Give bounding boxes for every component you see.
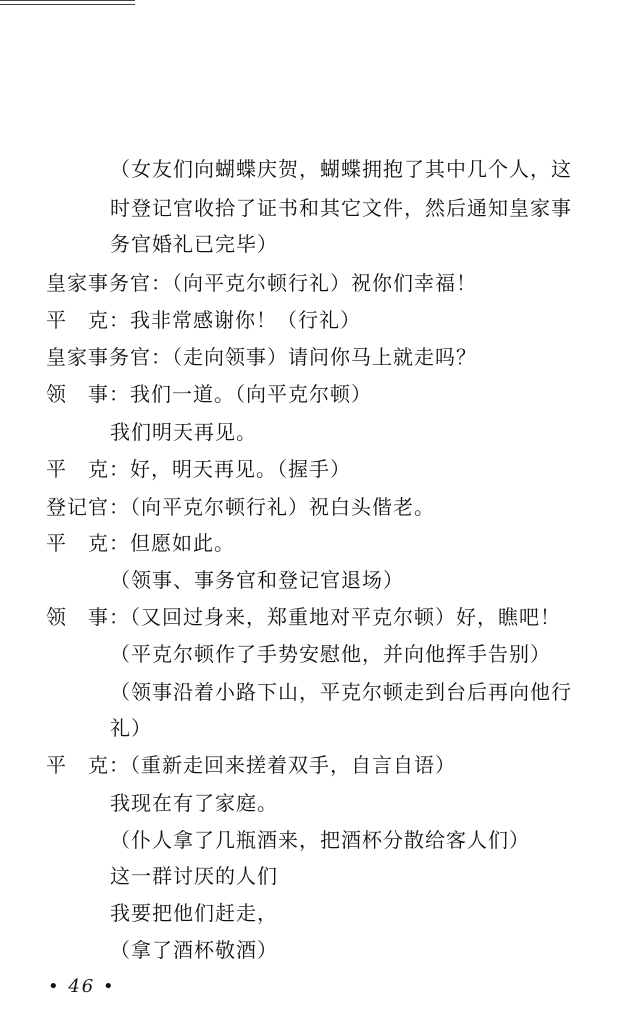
text-line-13: 领 事：（又回过身来，郑重地对平克尔顿）好，瞧吧！ — [46, 605, 561, 629]
text-line-11: 平 克：但愿如此。 — [46, 531, 235, 555]
top-rule — [0, 0, 135, 5]
text-line-17: 平 克：（重新走回来搓着双手，自言自语） — [46, 753, 456, 777]
text-line-16: 礼） — [110, 716, 152, 740]
text-line-14: （平克尔顿作了手势安慰他，并向他挥手告别） — [110, 642, 551, 666]
text-line-1: （女友们向蝴蝶庆贺，蝴蝶拥抱了其中几个人，这 — [110, 157, 572, 181]
text-line-19: （仆人拿了几瓶酒来，把酒杯分散给客人们） — [110, 828, 530, 852]
text-line-22: （拿了酒杯敬酒） — [110, 938, 278, 962]
text-line-4: 皇家事务官：（向平克尔顿行礼）祝你们幸福！ — [46, 271, 477, 295]
text-line-20: 这一群讨厌的人们 — [110, 864, 278, 888]
text-line-12: （领事、事务官和登记官退场） — [110, 568, 404, 592]
text-line-9: 平 克：好，明天再见。（握手） — [46, 457, 351, 481]
text-line-21: 我要把他们赶走， — [110, 901, 278, 925]
text-line-18: 我现在有了家庭。 — [110, 791, 278, 815]
text-line-2: 时登记官收拾了证书和其它文件，然后通知皇家事 — [110, 196, 572, 220]
text-line-15: （领事沿着小路下山，平克尔顿走到台后再向他行 — [110, 680, 572, 704]
text-line-10: 登记官：（向平克尔顿行礼）祝白头偕老。 — [46, 495, 435, 519]
text-line-5: 平 克：我非常感谢你！（行礼） — [46, 308, 361, 332]
text-line-6: 皇家事务官：（走向领事）请问你马上就走吗？ — [46, 345, 477, 369]
text-line-3: 务官婚礼已完毕） — [110, 232, 278, 256]
text-line-7: 领 事：我们一道。（向平克尔顿） — [46, 382, 372, 406]
text-line-8: 我们明天再见。 — [110, 420, 257, 444]
page-number: • 46 • — [48, 976, 116, 997]
